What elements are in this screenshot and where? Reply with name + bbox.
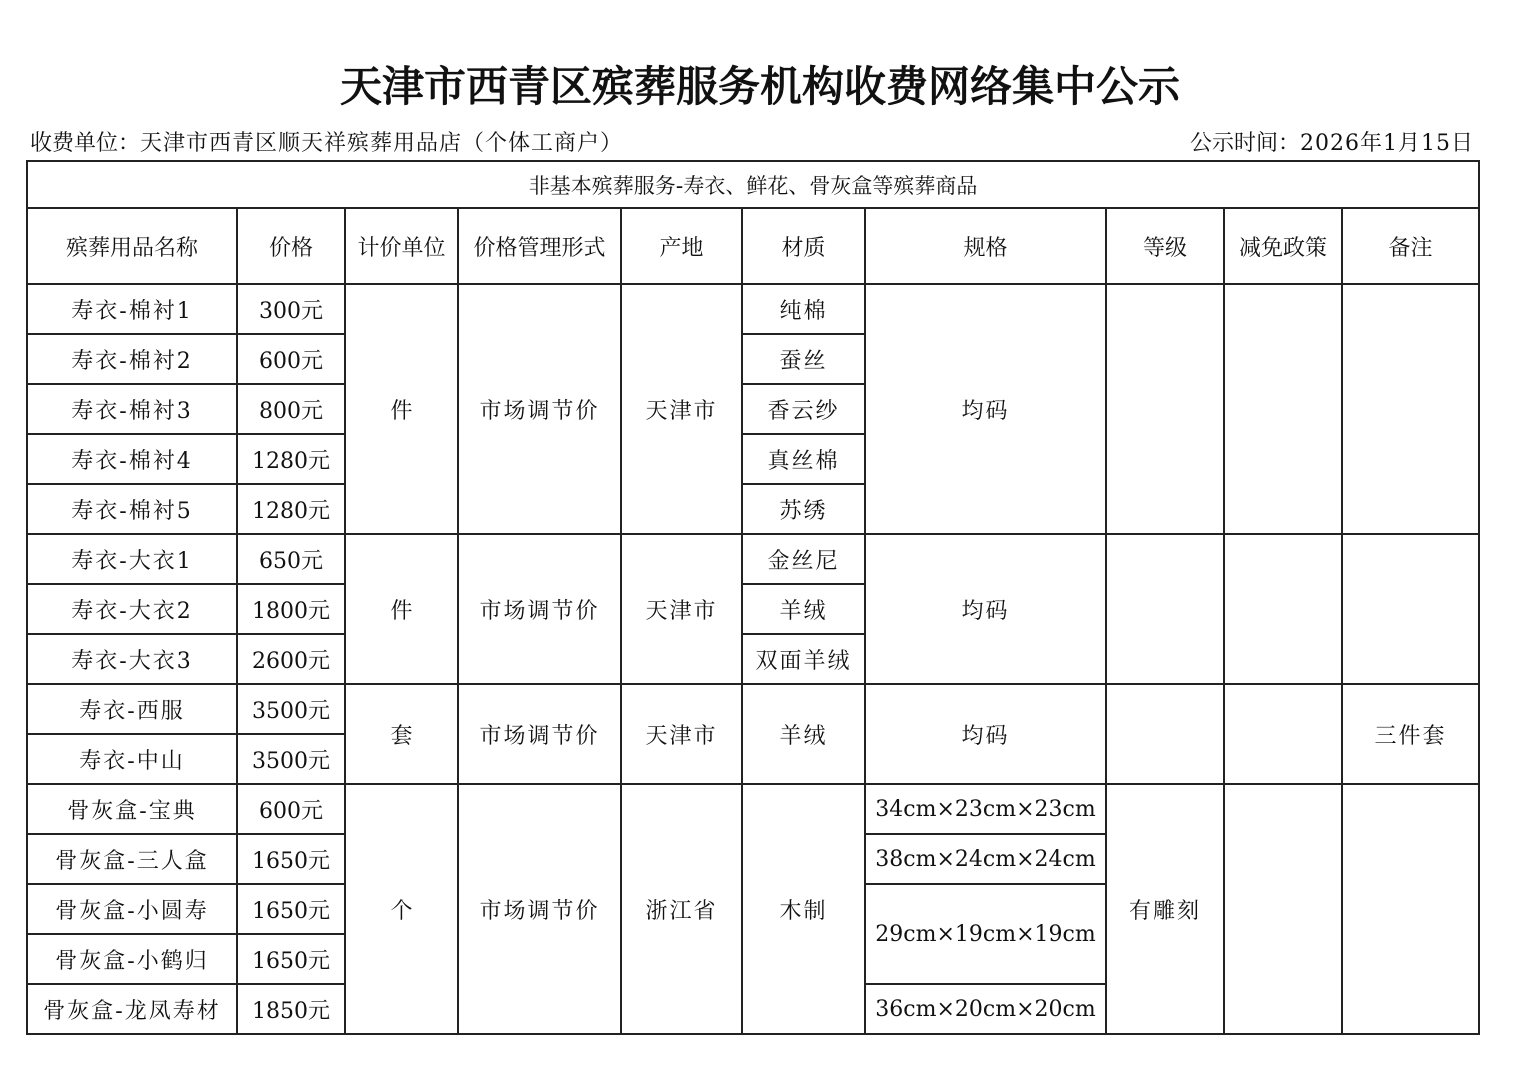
header-note: 备注	[1342, 208, 1479, 284]
item-price: 1280元	[237, 484, 345, 534]
item-name: 寿衣-棉衬3	[27, 384, 237, 434]
item-spec: 均码	[865, 534, 1106, 684]
item-name: 寿衣-棉衬4	[27, 434, 237, 484]
item-material: 金丝尼	[742, 534, 865, 584]
item-material: 羊绒	[742, 684, 865, 784]
item-name: 骨灰盒-小圆寿	[27, 884, 237, 934]
fee-unit-label: 收费单位：	[30, 131, 141, 156]
table-row	[27, 784, 1479, 834]
table-row	[27, 284, 1479, 334]
item-origin: 天津市	[621, 534, 742, 684]
header-grade: 等级	[1106, 208, 1224, 284]
item-material: 木制	[742, 784, 865, 1034]
item-unit: 件	[345, 284, 458, 534]
item-price: 3500元	[237, 684, 345, 734]
item-name: 寿衣-棉衬1	[27, 284, 237, 334]
item-grade	[1106, 684, 1224, 784]
item-note: 三件套	[1342, 684, 1479, 784]
item-price-management: 市场调节价	[458, 534, 621, 684]
item-spec: 38cm×24cm×24cm	[865, 834, 1106, 884]
item-name: 寿衣-棉衬2	[27, 334, 237, 384]
header-name: 殡葬用品名称	[27, 208, 237, 284]
fee-table	[26, 160, 1480, 1035]
item-material: 香云纱	[742, 384, 865, 434]
page-title: 天津市西青区殡葬服务机构收费网络集中公示	[339, 62, 1180, 111]
header-spec: 规格	[865, 208, 1106, 284]
item-spec: 36cm×20cm×20cm	[865, 984, 1106, 1034]
item-name: 寿衣-棉衬5	[27, 484, 237, 534]
item-origin: 天津市	[621, 684, 742, 784]
header-unit: 计价单位	[345, 208, 458, 284]
item-price-management: 市场调节价	[458, 684, 621, 784]
item-relief-policy	[1224, 284, 1342, 534]
item-material: 双面羊绒	[742, 634, 865, 684]
header-price-management: 价格管理形式	[458, 208, 621, 284]
header-relief-policy: 减免政策	[1224, 208, 1342, 284]
item-price: 1650元	[237, 934, 345, 984]
header-material: 材质	[742, 208, 865, 284]
item-note	[1342, 534, 1479, 684]
table-row	[27, 534, 1479, 584]
item-name: 骨灰盒-龙凤寿材	[27, 984, 237, 1034]
item-material: 纯棉	[742, 284, 865, 334]
publish-time	[1190, 126, 1474, 157]
item-price-management: 市场调节价	[458, 784, 621, 1034]
item-unit: 个	[345, 784, 458, 1034]
publish-time-label: 公示时间：	[1190, 131, 1301, 156]
item-spec: 均码	[865, 284, 1106, 534]
item-grade	[1106, 284, 1224, 534]
item-name: 寿衣-大衣3	[27, 634, 237, 684]
item-price: 1650元	[237, 884, 345, 934]
item-price: 650元	[237, 534, 345, 584]
table-row	[27, 684, 1479, 734]
item-note	[1342, 284, 1479, 534]
fee-unit	[30, 126, 623, 157]
item-relief-policy	[1224, 684, 1342, 784]
header-price: 价格	[237, 208, 345, 284]
item-name: 骨灰盒-三人盒	[27, 834, 237, 884]
item-price: 1850元	[237, 984, 345, 1034]
publish-time-value: 2026年1月15日	[1300, 131, 1474, 156]
item-origin: 浙江省	[621, 784, 742, 1034]
item-origin: 天津市	[621, 284, 742, 534]
item-grade	[1106, 534, 1224, 684]
item-grade: 有雕刻	[1106, 784, 1224, 1034]
item-price: 1280元	[237, 434, 345, 484]
item-price: 800元	[237, 384, 345, 434]
item-price: 300元	[237, 284, 345, 334]
item-price: 1650元	[237, 834, 345, 884]
item-material: 苏绣	[742, 484, 865, 534]
item-relief-policy	[1224, 534, 1342, 684]
item-price-management: 市场调节价	[458, 284, 621, 534]
item-material: 羊绒	[742, 584, 865, 634]
item-spec: 34cm×23cm×23cm	[865, 784, 1106, 834]
item-unit: 件	[345, 534, 458, 684]
item-name: 寿衣-大衣2	[27, 584, 237, 634]
item-name: 寿衣-西服	[27, 684, 237, 734]
item-material: 蚕丝	[742, 334, 865, 384]
item-spec: 均码	[865, 684, 1106, 784]
item-spec: 29cm×19cm×19cm	[865, 884, 1106, 984]
item-relief-policy	[1224, 784, 1342, 1034]
fee-unit-value: 天津市西青区顺天祥殡葬用品店（个体工商户）	[140, 131, 624, 156]
item-name: 骨灰盒-小鹤归	[27, 934, 237, 984]
item-name: 寿衣-大衣1	[27, 534, 237, 584]
item-unit: 套	[345, 684, 458, 784]
item-material: 真丝棉	[742, 434, 865, 484]
item-name: 骨灰盒-宝典	[27, 784, 237, 834]
item-price: 600元	[237, 334, 345, 384]
item-price: 3500元	[237, 734, 345, 784]
item-price: 2600元	[237, 634, 345, 684]
item-name: 寿衣-中山	[27, 734, 237, 784]
table-caption: 非基本殡葬服务-寿衣、鲜花、骨灰盒等殡葬商品	[27, 161, 1479, 208]
item-note	[1342, 784, 1479, 1034]
header-origin: 产地	[621, 208, 742, 284]
item-price: 600元	[237, 784, 345, 834]
item-price: 1800元	[237, 584, 345, 634]
